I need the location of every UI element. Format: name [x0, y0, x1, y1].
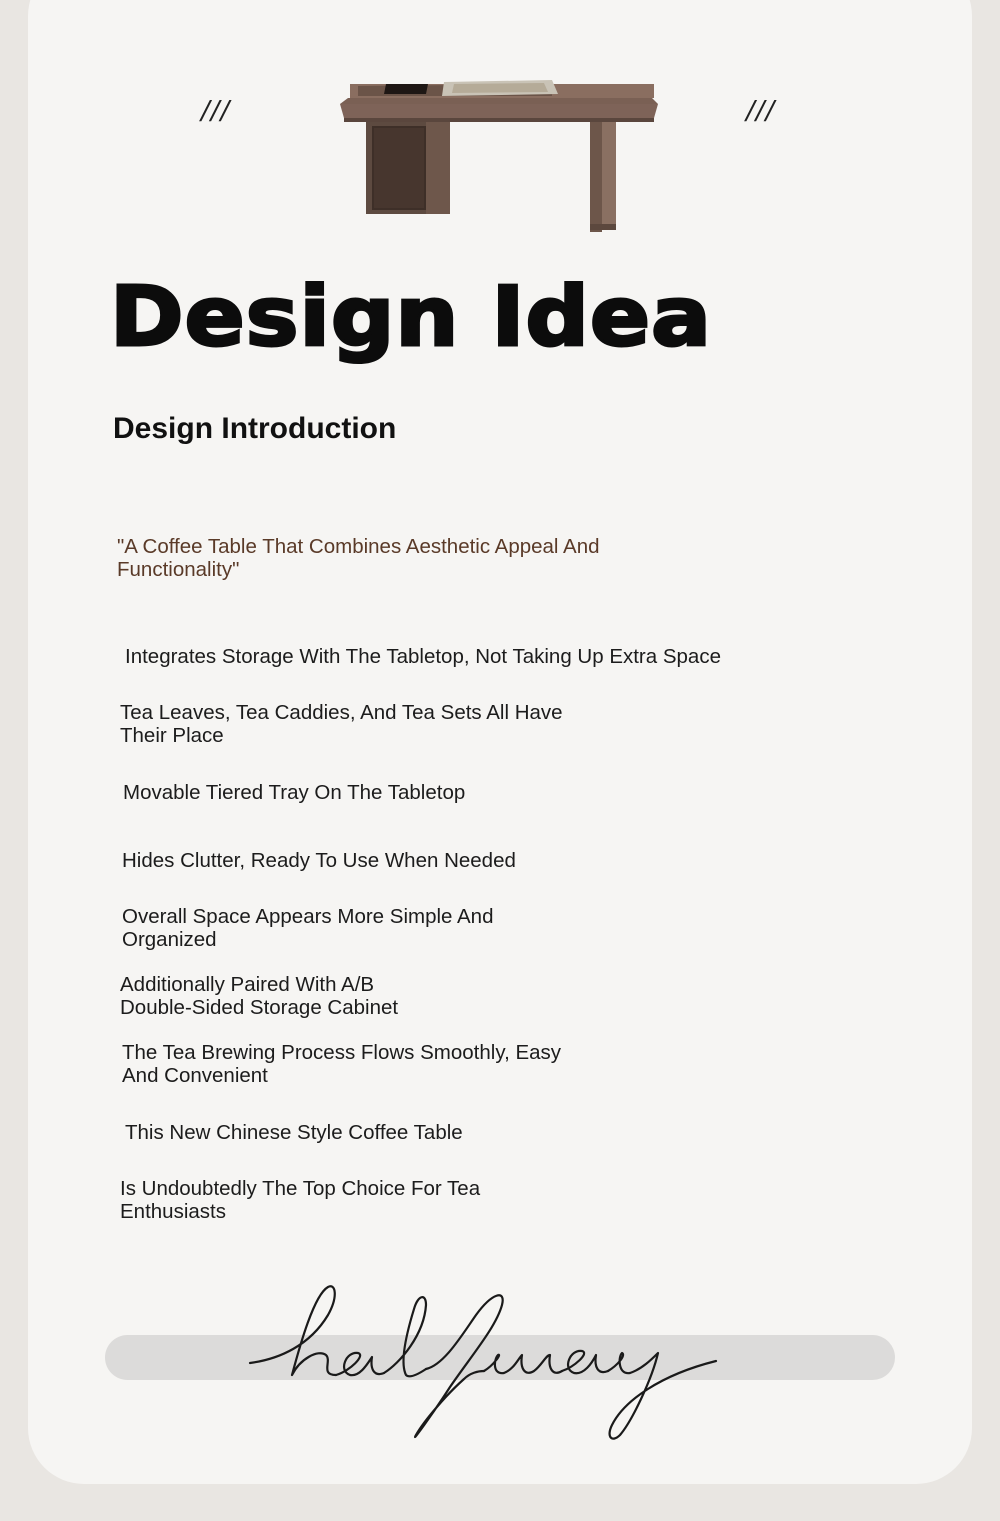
decorative-slashes-left: ///	[201, 96, 231, 126]
page-title: Design Idea	[110, 270, 712, 365]
intro-quote: "A Coffee Table That Combines Aesthetic Appeal And Functionality"	[117, 535, 600, 581]
section-heading: Design Introduction	[113, 412, 397, 445]
coffee-table-image	[336, 74, 664, 236]
brand-signature-text: halfway	[240, 1275, 244, 1276]
feature-item: Hides Clutter, Ready To Use When Needed	[122, 849, 516, 872]
feature-item: The Tea Brewing Process Flows Smoothly, Easy And Convenient	[122, 1041, 562, 1087]
feature-item: Movable Tiered Tray On The Tabletop	[123, 781, 466, 804]
feature-item: Tea Leaves, Tea Caddies, And Tea Sets All Have Their Place	[120, 701, 563, 747]
feature-item: Overall Space Appears More Simple And Organized	[122, 905, 494, 951]
brand-signature-logo	[240, 1275, 740, 1455]
feature-item: Is Undoubtedly The Top Choice For Tea Enthusiasts	[120, 1177, 481, 1223]
decorative-slashes-right: ///	[746, 96, 776, 126]
feature-item: Integrates Storage With The Tabletop, Not Taking Up Extra Space	[125, 645, 721, 668]
feature-item: This New Chinese Style Coffee Table	[125, 1121, 463, 1144]
feature-item: Additionally Paired With A/B Double-Sided Storage Cabinet	[120, 973, 399, 1019]
